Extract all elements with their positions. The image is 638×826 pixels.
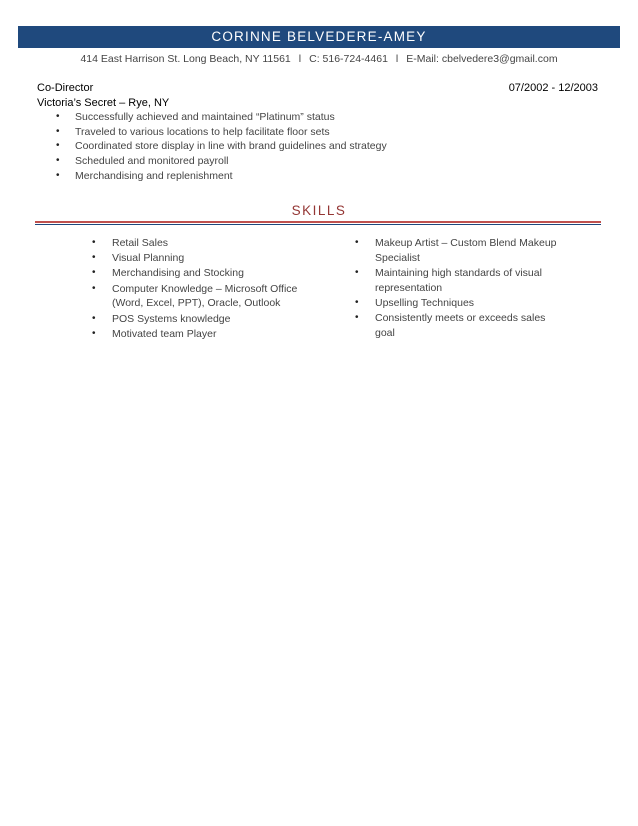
skill-text: Makeup Artist – Custom Blend Makeup Specialist xyxy=(375,237,557,264)
contact-separator: l xyxy=(395,53,399,65)
skill-text: Consistently meets or exceeds sales goal xyxy=(375,312,546,339)
skill-text: Computer Knowledge – Microsoft Office (Word, Excel, PPT), Oracle, Outlook xyxy=(112,282,298,310)
skill-text: Motivated team Player xyxy=(112,327,217,340)
bullet-icon: • xyxy=(92,327,96,339)
skill-text: Upselling Techniques xyxy=(375,296,475,309)
section-divider xyxy=(35,221,601,223)
contact-email: E-Mail: cbelvedere3@gmail.com xyxy=(406,53,558,65)
list-item xyxy=(92,282,307,311)
skill-text: Visual Planning xyxy=(112,252,185,265)
skills-list-left xyxy=(92,236,307,342)
job-duties-list xyxy=(56,110,387,184)
bullet-icon: • xyxy=(92,252,96,264)
section-divider xyxy=(35,224,601,225)
skill-text: Maintaining high standards of visual representation xyxy=(375,266,542,294)
list-item xyxy=(92,327,307,342)
skill-text: Retail Sales xyxy=(112,237,169,249)
list-item xyxy=(355,236,567,265)
list-item xyxy=(56,154,387,169)
bullet-icon: • xyxy=(56,125,60,137)
bullet-icon: • xyxy=(56,111,60,122)
bullet-icon: • xyxy=(92,237,96,248)
bullet-icon: • xyxy=(92,312,96,324)
skills-list-right xyxy=(355,236,567,341)
list-item xyxy=(355,296,567,311)
skill-text: Merchandising and Stocking xyxy=(112,267,244,280)
list-item xyxy=(92,236,307,251)
bullet-icon: • xyxy=(355,312,359,324)
list-item xyxy=(92,266,307,281)
candidate-name: CORINNE BELVEDERE-AMEY xyxy=(211,29,427,44)
job-dates: 07/2002 - 12/2003 xyxy=(508,82,598,94)
list-item xyxy=(56,125,387,140)
bullet-icon: • xyxy=(92,267,96,279)
list-item xyxy=(355,311,567,340)
list-item xyxy=(355,266,567,295)
job-title: Co-Director xyxy=(37,82,94,94)
bullet-icon: • xyxy=(92,282,96,294)
name-banner xyxy=(18,26,620,48)
duty-text: Scheduled and monitored payroll xyxy=(75,155,229,168)
duty-text: Traveled to various locations to help facilitate floor sets xyxy=(75,125,330,138)
list-item xyxy=(92,312,307,327)
contact-line xyxy=(18,52,620,66)
bullet-icon: • xyxy=(355,296,359,308)
list-item xyxy=(92,251,307,266)
contact-phone: C: 516-724-4461 xyxy=(309,53,388,65)
skill-text: POS Systems knowledge xyxy=(112,312,231,325)
bullet-icon: • xyxy=(355,266,359,278)
duty-text: Successfully achieved and maintained “Platinum” status xyxy=(75,111,335,123)
contact-separator: l xyxy=(298,53,302,65)
skills-heading: SKILLS xyxy=(291,203,347,218)
job-company: Victoria’s Secret – Rye, NY xyxy=(37,97,170,109)
contact-address: 414 East Harrison St. Long Beach, NY 11561 xyxy=(80,53,291,65)
list-item xyxy=(56,139,387,154)
bullet-icon: • xyxy=(56,140,60,152)
bullet-icon: • xyxy=(56,169,60,181)
bullet-icon: • xyxy=(355,237,359,248)
duty-text: Coordinated store display in line with brand guidelines and strategy xyxy=(75,140,387,153)
list-item xyxy=(56,110,387,125)
bullet-icon: • xyxy=(56,155,60,167)
duty-text: Merchandising and replenishment xyxy=(75,169,233,182)
list-item xyxy=(56,169,387,184)
